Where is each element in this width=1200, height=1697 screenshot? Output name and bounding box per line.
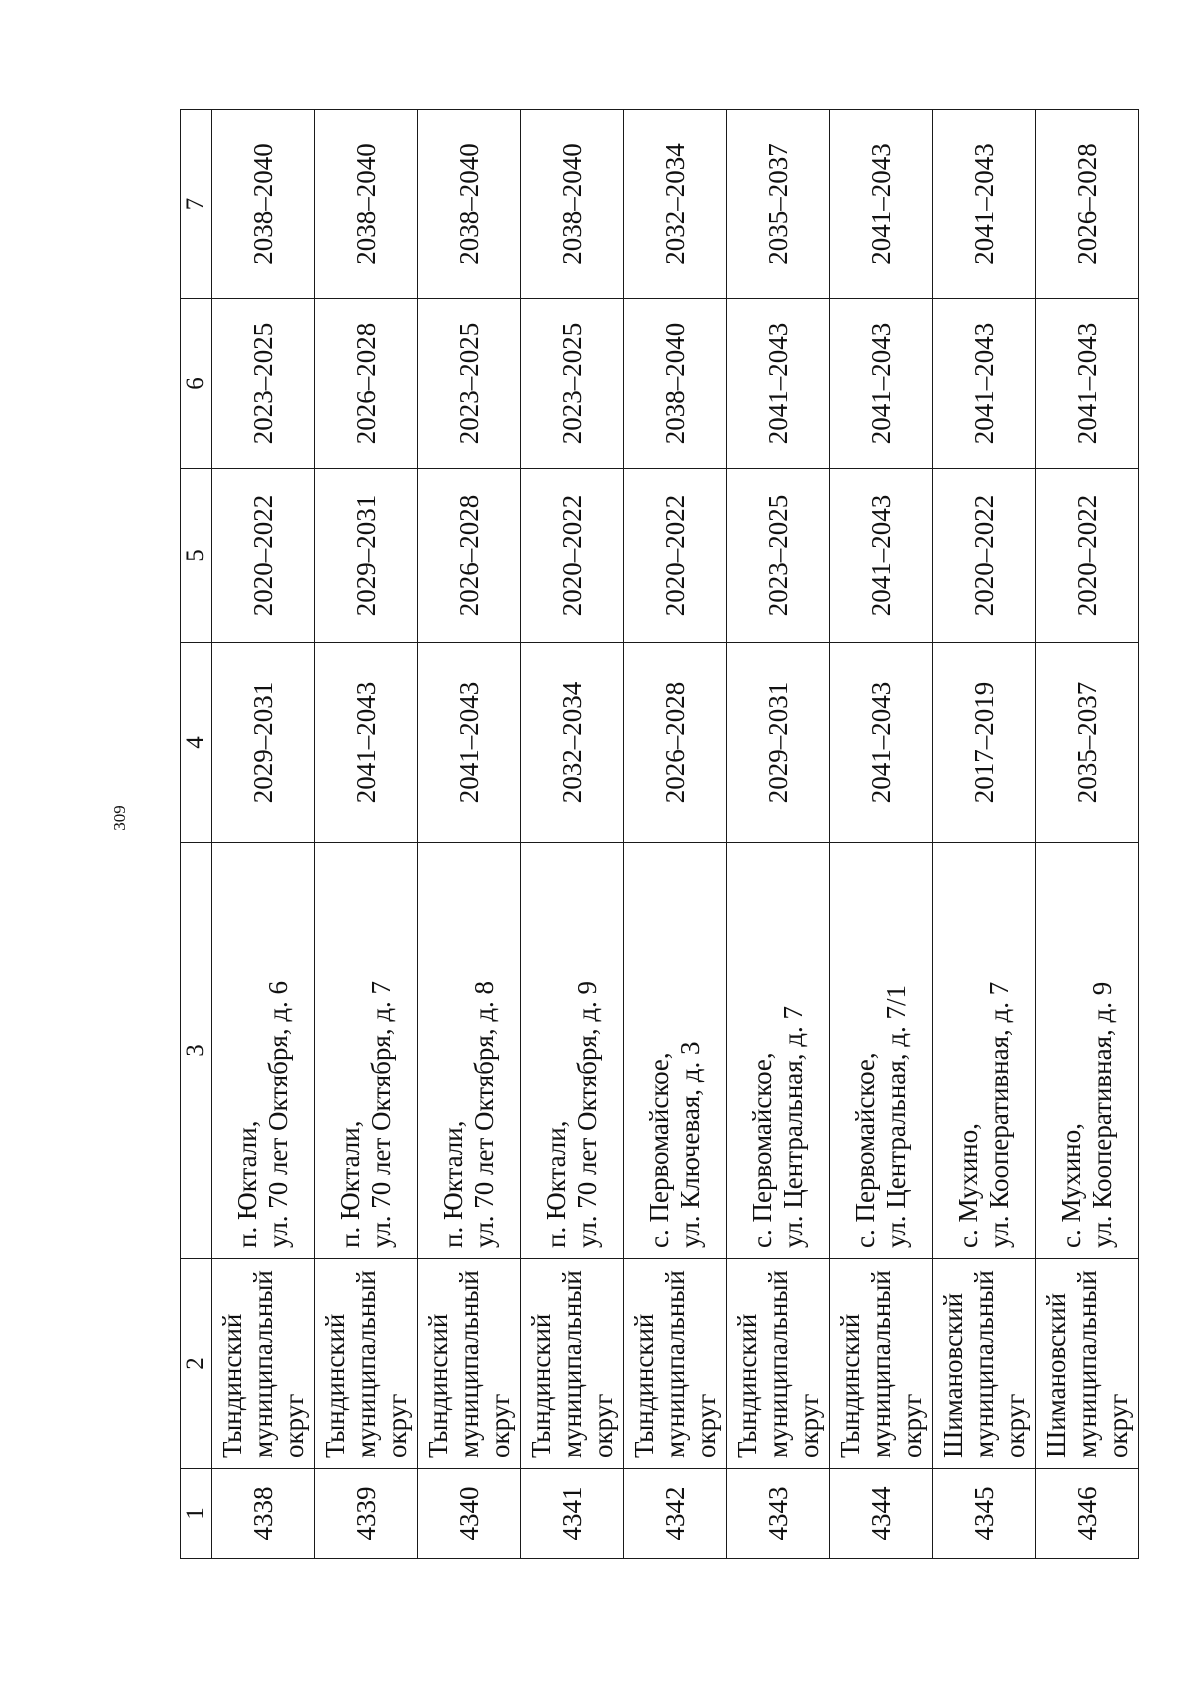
municipality-cell [727,1259,830,1469]
municipality-cell-line: округ [999,1393,1030,1458]
table-row [624,110,727,1559]
table-row [727,110,830,1559]
period-cell-col6: 2041–2043 [830,299,933,469]
municipality-cell-line: округ [484,1393,515,1458]
table-row [933,110,1036,1559]
period-cell-col5: 2020–2022 [624,469,727,643]
table-row [212,110,315,1559]
municipality-cell-line: округ [587,1393,618,1458]
column-header: 4 [181,643,212,843]
address-cell [933,843,1036,1259]
municipality-cell-line: Тындинский [422,1313,453,1458]
address-cell-line: с. Первомайское, [747,1052,777,1248]
municipality-cell-line: муниципальный [968,1270,999,1458]
address-cell-line: с. Первомайское, [644,1052,674,1248]
address-cell-line: ул. Ключевая, д. 3 [675,1041,705,1248]
column-header: 7 [181,110,212,299]
period-cell-col7: 2035–2037 [727,110,830,299]
address-cell-line: ул. 70 лет Октября, д. 9 [572,980,602,1248]
address-cell [727,843,830,1259]
period-cell-col4: 2041–2043 [418,643,521,843]
municipality-cell [624,1259,727,1469]
rotated-table-container [180,110,1138,1559]
address-cell-line: с. Мухино, [1056,1123,1086,1248]
column-header: 1 [181,1469,212,1559]
period-cell-col4: 2029–2031 [727,643,830,843]
address-cell-line: ул. Центральная, д. 7/1 [881,985,911,1248]
municipality-cell [1036,1259,1139,1469]
row-number-cell: 4342 [624,1469,727,1559]
address-cell-line: ул. 70 лет Октября, д. 8 [469,980,499,1248]
header-row [181,110,212,1559]
municipality-cell-line: муниципальный [1071,1270,1102,1458]
period-cell-col7: 2032–2034 [624,110,727,299]
row-number-cell: 4340 [418,1469,521,1559]
municipality-cell [212,1259,315,1469]
period-cell-col6: 2023–2025 [418,299,521,469]
period-cell-col5: 2041–2043 [830,469,933,643]
period-cell-col6: 2041–2043 [1036,299,1139,469]
period-cell-col5: 2020–2022 [521,469,624,643]
table-row [830,110,933,1559]
period-cell-col7: 2038–2040 [521,110,624,299]
address-cell [1036,843,1139,1259]
row-number-cell: 4343 [727,1469,830,1559]
municipality-cell [830,1259,933,1469]
period-cell-col5: 2023–2025 [727,469,830,643]
address-cell-line: ул. 70 лет Октября, д. 6 [263,980,293,1248]
address-cell-line: п. Юктали, [438,1120,468,1248]
period-cell-col5: 2020–2022 [212,469,315,643]
period-cell-col7: 2038–2040 [212,110,315,299]
municipality-cell-line: Тындинский [628,1313,659,1458]
municipality-cell-line: Тындинский [525,1313,556,1458]
municipality-cell-line: округ [896,1393,927,1458]
column-header: 2 [181,1259,212,1469]
municipality-cell-line: Шимановский [1040,1292,1071,1458]
municipality-cell-line: Тындинский [731,1313,762,1458]
municipality-cell-line: округ [690,1393,721,1458]
municipality-cell-line: муниципальный [247,1270,278,1458]
address-cell-line: с. Мухино, [953,1123,983,1248]
address-cell-line: п. Юктали, [335,1120,365,1248]
period-cell-col4: 2026–2028 [624,643,727,843]
period-cell-col5: 2020–2022 [1036,469,1139,643]
row-number-cell: 4346 [1036,1469,1139,1559]
municipality-cell-line: муниципальный [453,1270,484,1458]
municipality-cell-line: округ [793,1393,824,1458]
municipality-cell-line: Тындинский [216,1313,247,1458]
period-cell-col4: 2035–2037 [1036,643,1139,843]
period-cell-col5: 2020–2022 [933,469,1036,643]
address-cell [830,843,933,1259]
table-row [1036,110,1139,1559]
period-cell-col6: 2041–2043 [933,299,1036,469]
address-cell [418,843,521,1259]
row-number-cell: 4344 [830,1469,933,1559]
period-cell-col5: 2026–2028 [418,469,521,643]
period-cell-col6: 2023–2025 [212,299,315,469]
municipality-cell [418,1259,521,1469]
period-cell-col7: 2038–2040 [315,110,418,299]
period-cell-col6: 2038–2040 [624,299,727,469]
period-cell-col5: 2029–2031 [315,469,418,643]
address-cell-line: п. Юктали, [232,1120,262,1248]
municipality-cell-line: Тындинский [834,1313,865,1458]
period-cell-col4: 2029–2031 [212,643,315,843]
address-cell-line: п. Юктали, [541,1120,571,1248]
row-number-cell: 4341 [521,1469,624,1559]
address-cell-line: ул. 70 лет Октября, д. 7 [366,980,396,1248]
municipality-cell-line: муниципальный [350,1270,381,1458]
municipality-cell-line: муниципальный [659,1270,690,1458]
column-header: 3 [181,843,212,1259]
table-row [521,110,624,1559]
row-number-cell: 4338 [212,1469,315,1559]
municipality-cell [521,1259,624,1469]
table-row [418,110,521,1559]
municipality-cell [315,1259,418,1469]
period-cell-col6: 2023–2025 [521,299,624,469]
period-cell-col4: 2041–2043 [315,643,418,843]
address-cell-line: ул. Кооперативная, д. 9 [1087,981,1117,1248]
address-cell-line: с. Первомайское, [850,1052,880,1248]
address-cell [521,843,624,1259]
address-cell [624,843,727,1259]
municipality-cell [933,1259,1036,1469]
address-cell-line: ул. Кооперативная, д. 7 [984,981,1014,1248]
municipality-cell-line: Шимановский [937,1292,968,1458]
period-cell-col4: 2017–2019 [933,643,1036,843]
period-cell-col7: 2041–2043 [933,110,1036,299]
period-cell-col4: 2041–2043 [830,643,933,843]
municipality-cell-line: муниципальный [865,1270,896,1458]
period-cell-col7: 2026–2028 [1036,110,1139,299]
municipality-cell-line: Тындинский [319,1313,350,1458]
row-number-cell: 4339 [315,1469,418,1559]
municipality-cell-line: муниципальный [762,1270,793,1458]
column-header: 6 [181,299,212,469]
municipality-cell-line: округ [1102,1393,1133,1458]
housing-repair-schedule-table [180,109,1139,1559]
table-body [181,110,1139,1559]
municipality-cell-line: муниципальный [556,1270,587,1458]
municipality-cell-line: округ [381,1393,412,1458]
period-cell-col6: 2041–2043 [727,299,830,469]
row-number-cell: 4345 [933,1469,1036,1559]
address-cell [315,843,418,1259]
period-cell-col4: 2032–2034 [521,643,624,843]
column-header: 5 [181,469,212,643]
address-cell [212,843,315,1259]
period-cell-col6: 2026–2028 [315,299,418,469]
period-cell-col7: 2038–2040 [418,110,521,299]
address-cell-line: ул. Центральная, д. 7 [778,1006,808,1248]
period-cell-col7: 2041–2043 [830,110,933,299]
page-number: 309 [110,805,129,831]
table-row [315,110,418,1559]
municipality-cell-line: округ [278,1393,309,1458]
